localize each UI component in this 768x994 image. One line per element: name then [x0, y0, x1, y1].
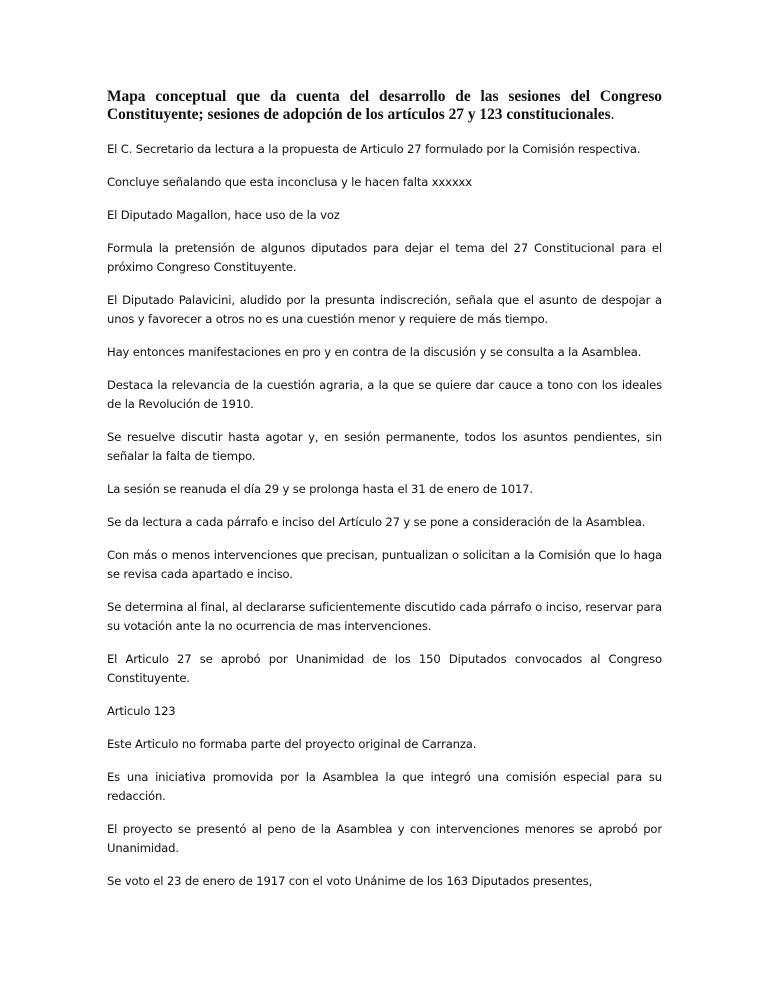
title-period: . — [610, 106, 615, 123]
paragraph: El Articulo 27 se aprobó por Unanimidad de los 150 Diputados convocados al Congreso Constituyente. — [107, 652, 662, 685]
paragraph: Se resuelve discutir hasta agotar y, en sesión permanente, todos los asuntos pendientes, sin señalar la falta de tiempo. — [107, 430, 662, 463]
paragraph: El Diputado Magallon, hace uso de la voz — [107, 208, 340, 222]
paragraph: La sesión se reanuda el día 29 y se prolonga hasta el 31 de enero de 1017. — [107, 482, 533, 496]
paragraph: Es una iniciativa promovida por la Asamblea la que integró una comisión especial para su redacción. — [107, 770, 662, 803]
paragraph: El proyecto se presentó al peno de la Asamblea y con intervenciones menores se aprobó por Unanimidad. — [107, 822, 662, 855]
paragraph: Concluye señalando que esta inconclusa y le hacen falta xxxxxx — [107, 175, 472, 189]
paragraph: Formula la pretensión de algunos diputados para dejar el tema del 27 Constitucional para el próximo Congreso Constituyente. — [107, 241, 662, 274]
paragraph: Destaca la relevancia de la cuestión agraria, a la que se quiere dar cauce a tono con los ideales de la Revolución de 1910. — [107, 378, 662, 411]
paragraph: Se voto el 23 de enero de 1917 con el voto Unánime de los 163 Diputados presentes, — [107, 874, 593, 888]
paragraph: Este Articulo no formaba parte del proyecto original de Carranza. — [107, 737, 477, 751]
section-heading: Articulo 123 — [107, 704, 176, 718]
paragraph: Con más o menos intervenciones que precisan, puntualizan o solicitan a la Comisión que lo haga se revisa cada apartado e inciso. — [107, 548, 662, 581]
document-page — [107, 88, 662, 905]
paragraph: Hay entonces manifestaciones en pro y en contra de la discusión y se consulta a la Asamblea. — [107, 345, 642, 359]
paragraph: Se determina al final, al declararse suficientemente discutido cada párrafo o inciso, reservar para su votación ante la no ocurrencia de mas intervenciones. — [107, 600, 662, 633]
title-text: Mapa conceptual que da cuenta del desarrollo de las sesiones del Congreso Constituyente; sesiones de adopción de los artículos 27 y 123 constitucionales — [107, 88, 662, 123]
paragraph: El Diputado Palavicini, aludido por la presunta indiscreción, señala que el asunto de despojar a unos y favorecer a otros no es una cuestión menor y requiere de más tiempo. — [107, 293, 662, 326]
document-title — [107, 88, 662, 124]
paragraph: El C. Secretario da lectura a la propuesta de Articulo 27 formulado por la Comisión respectiva. — [107, 142, 641, 156]
paragraph: Se da lectura a cada párrafo e inciso del Artículo 27 y se pone a consideración de la Asamblea. — [107, 515, 646, 529]
